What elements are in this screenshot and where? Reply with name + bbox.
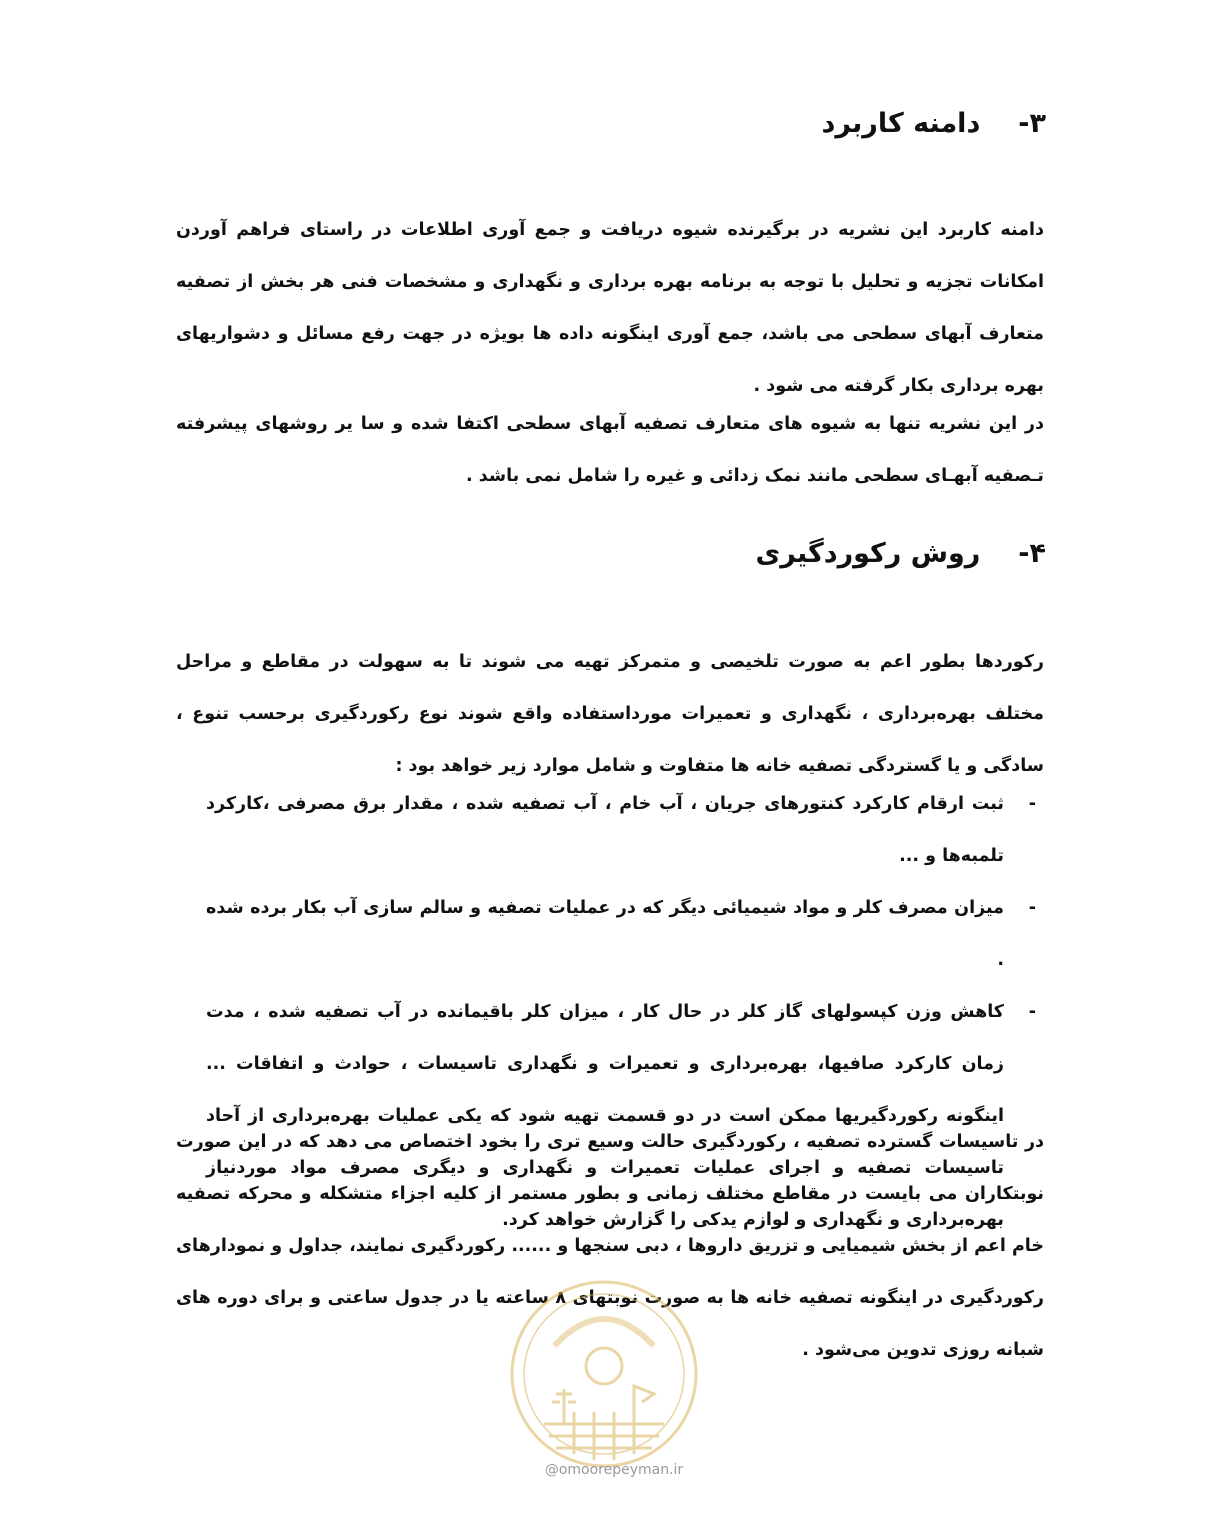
bullet-marker: - [1028, 898, 1036, 918]
section-4-intro: رکوردها بطور اعم به صورت تلخیصی و متمرکز تهیه می شوند تا به سهولت در مقاطع و مراحل مختلف بهره‌برداری ، نگهداری و تعمیرات مورداستفاده واقع شوند نوع رکوردگیری برحسب تنوع ، سادگی و یا گستردگی تصفیه خانه ها متفاوت و شامل موارد زیر خواهد بود : [176, 652, 1044, 776]
list-item-text: ثبت ارقام کارکرد کنتورهای جریان ، آب خام ، آب تصفیه شده ، مقدار برق مصرفی ،کارکرد تلمبه‌ها و ... [206, 794, 1004, 866]
section-3-paragraph-2: در این نشریه تنها به شیوه های متعارف تصفیه آبهای سطحی اکتفا شده و سا یر روشهای پیشرفته تـصفیه آبهـای سطحی مانند نمک زدائی و غیره را شامل نمی باشد . [176, 414, 1044, 486]
section-3-title: دامنه کاربرد [821, 108, 981, 139]
emblem-logo-icon [504, 1274, 704, 1474]
section-3-paragraph-1: دامنه کاربرد این نشریه در برگیرنده شیوه دریافت و جمع آوری اطلاعات در راستای فراهم آوردن امکانات تجزیه و تحلیل با توجه به برنامه بهره برداری و نگهداری و مشخصات فنی هر بخش از تصفیه متعارف آبهای سطحی می باشد، جمع آوری اینگونه داده ها بویژه در جهت رفع مسائل و دشواریهای بهره برداری بکار گرفته می شود . [176, 220, 1044, 396]
list-item [206, 778, 1036, 882]
footer-site-credit: @omoorepeyman.ir [544, 1462, 684, 1478]
section-4-number: ۴- [1018, 538, 1046, 569]
list-item-text: میزان مصرف کلر و مواد شیمیائی دیگر که در عملیات تصفیه و سالم سازی آب بکار برده شده . [206, 898, 1004, 970]
section-4-title: روش رکوردگیری [755, 538, 981, 569]
section-3-heading [822, 108, 1047, 139]
section-3-number: ۳- [1018, 108, 1046, 139]
bullet-marker: - [1028, 1002, 1036, 1022]
section-4-heading [755, 538, 1046, 569]
section-4-closing-paragraph: در تاسیسات گسترده تصفیه ، رکوردگیری حالت وسیع تری را بخود اختصاص می دهد که در این صورت نوبتکاران می بایست در مقاطع مختلف زمانی و بطور مستمر از کلیه اجزاء متشکله و محرکه تصفیه خام اعم از بخش شیمیایی و تزریق داروها ، دبی سنجها و ...... رکوردگیری نمایند، جداول و نمودارهای رکوردگیری در اینگونه تصفیه خانه ها به صورت نوبتهای ۸ ساعته یا در جدول ساعتی و برای دوره های شبانه روزی تدوین می‌شود . [176, 1132, 1044, 1360]
list-item [206, 882, 1036, 986]
list-item-text: کاهش وزن کپسولهای گاز کلر در حال کار ، میزان کلر باقیمانده در آب تصفیه شده ، مدت زمان کارکرد صافیها، بهره‌برداری و تعمیرات و نگهداری تاسیسات ، حوادث و اتفاقات ... اینگونه رکوردگیریها ممکن است در دو قسمت تهیه شود که یکی عملیات بهره‌برداری از آحاد تاسیسات تصفیه و اجرای عملیات تعمیرات و نگهداری و دیگری مصرف مواد موردنیاز بهره‌برداری و نگهداری و لوازم یدکی را گزارش خواهد کرد. [206, 1002, 1004, 1230]
bullet-marker: - [1028, 794, 1036, 814]
